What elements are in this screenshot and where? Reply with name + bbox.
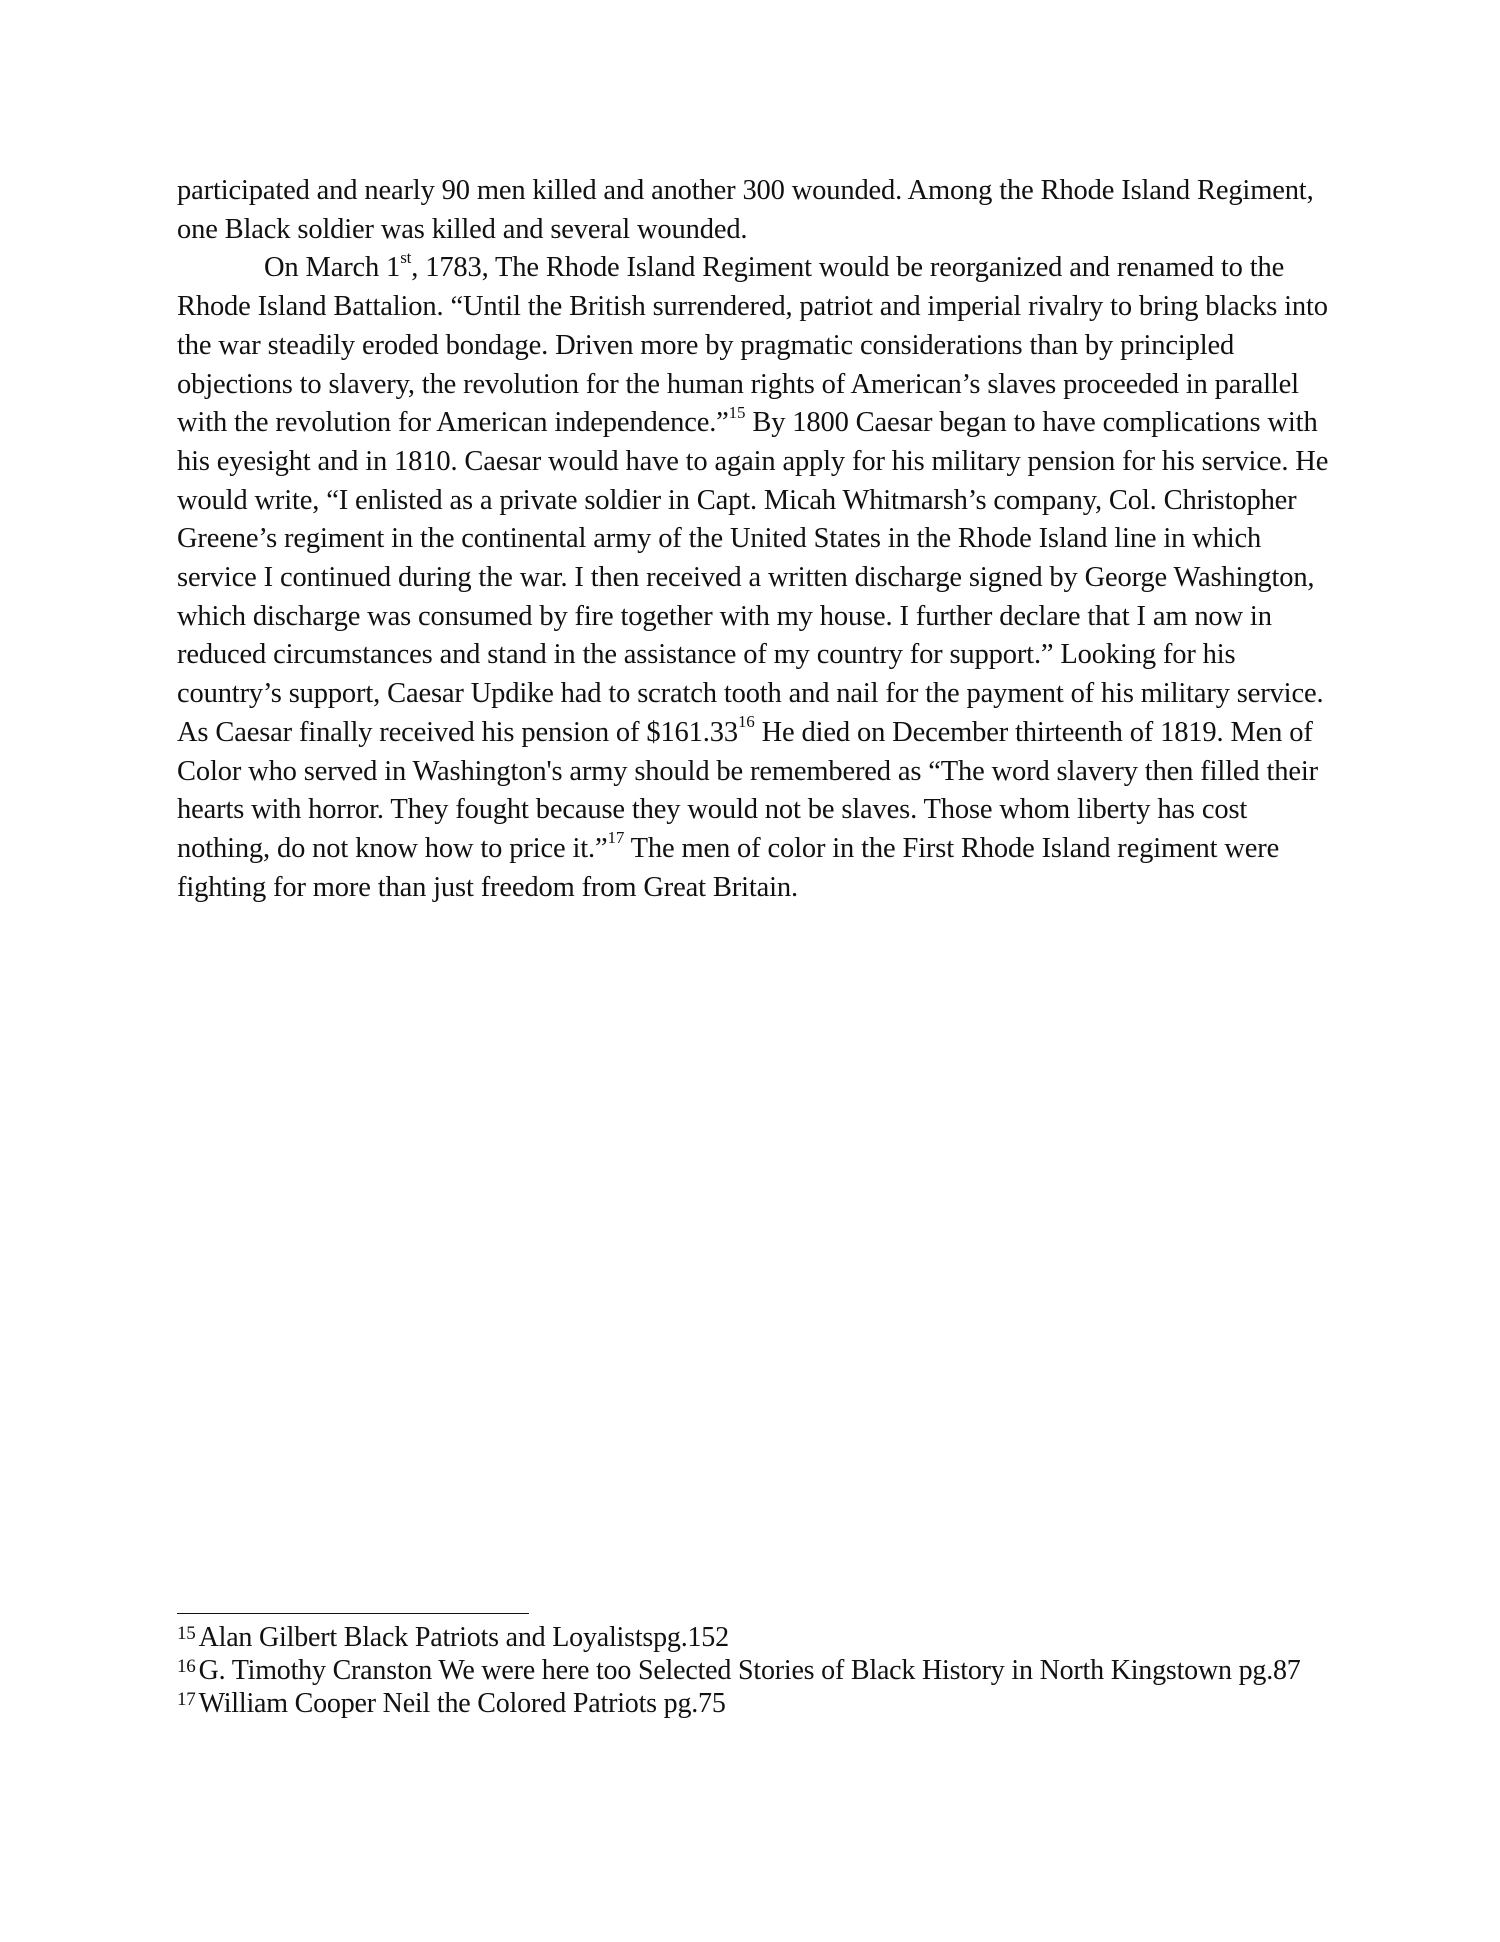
paragraph-1-text: participated and nearly 90 men killed and another 300 wounded. Among the Rhode Island Regiment, one Black soldier was killed and several wounded. (177, 175, 1314, 245)
paragraph-2-text-d: He died on December thirteenth of 1819. Men of Color who served in Washington's army should be remembered as “The word slavery then filled their hearts with horror. They fought because they would not be slaves. Those whom liberty has cost nothing, do not know how to price it.” (177, 716, 1318, 864)
footnote-number: 15 (177, 1623, 196, 1644)
footnote-17 (177, 1689, 1330, 1722)
footnote-text: G. Timothy Cranston We were here too Selected Stories of Black History in North Kingstown pg.87 (198, 1655, 1301, 1686)
paragraph-2-text-e: The men of color in the First Rhode Island regiment were fighting for more than just freedom from Great Britain. (177, 832, 1280, 903)
paragraph-2 (177, 249, 1330, 907)
footnote-text: Alan Gilbert Black Patriots and Loyalistspg.152 (198, 1622, 729, 1653)
paragraph-2-text-c: By 1800 Caesar began to have complications with his eyesight and in 1810. Caesar would have to again apply for his military pension for his service. He would write, “I enlisted as a private soldier in Capt. Micah Whitmarsh’s company, Col. Christopher Greene’s regiment in the continental army of the United States in the Rhode Island line in which service I continued during the war. I then received a written discharge signed by George Washington, which discharge was consumed by fire together with my house. I further declare that I am now in reduced circumstances and stand in the assistance of my country for support.” Looking for his country’s support, Caesar Updike had to scratch tooth and nail for the payment of his military service. As Caesar finally received his pension of $161.33 (177, 407, 1329, 748)
footnote-text: William Cooper Neil the Colored Patriots pg.75 (198, 1688, 726, 1719)
ordinal-superscript: st (400, 247, 412, 267)
footnote-15 (177, 1623, 1330, 1656)
footnote-ref-15: 15 (728, 402, 746, 422)
footnote-separator (177, 1613, 529, 1614)
footnotes (177, 1623, 1330, 1722)
paragraph-1 (177, 172, 1330, 249)
footnote-number: 16 (177, 1656, 196, 1677)
body-text (177, 172, 1330, 907)
paragraph-2-text-b: , 1783, The Rhode Island Regiment would be reorganized and renamed to the Rhode Island Battalion. “Until the British surrendered, patriot and imperial rivalry to bring blacks into the war steadily eroded bondage. Driven more by pragmatic considerations than by principled objections to slavery, the revolution for the human rights of American’s slaves proceeded in parallel with the revolution for American independence.” (177, 252, 1328, 439)
footnote-number: 17 (177, 1689, 196, 1710)
footnote-ref-17: 17 (607, 828, 625, 848)
footnote-16 (177, 1656, 1330, 1689)
footnote-ref-16: 16 (737, 712, 755, 732)
paragraph-2-text-a: On March 1 (264, 252, 401, 284)
